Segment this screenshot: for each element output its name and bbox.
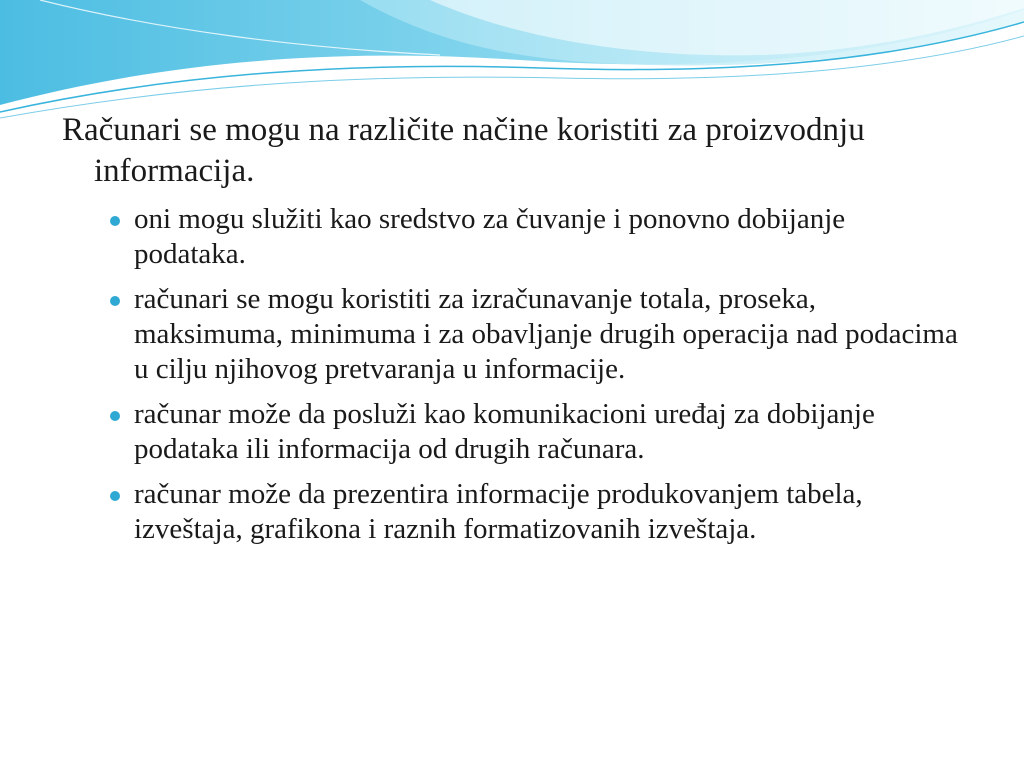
bullet-dot-icon (110, 491, 120, 501)
bullet-item (62, 282, 962, 387)
bullet-text: oni mogu služiti kao sredstvo za čuvanje i ponovno dobijanje podataka. (134, 203, 846, 270)
slide-content (62, 110, 962, 557)
bullet-text: računar može da prezentira informacije produkovanjem tabela, izveštaja, grafikona i raznih formatizovanih izveštaja. (134, 478, 863, 545)
bullet-text: računar može da posluži kao komunikacioni uređaj za dobijanje podataka ili informacija od drugih računara. (134, 398, 875, 465)
bullet-item (62, 397, 962, 467)
bullet-dot-icon (110, 216, 120, 226)
bullet-dot-icon (110, 296, 120, 306)
bullet-text: računari se mogu koristiti za izračunavanje totala, proseka, maksimuma, minimuma i za obavljanje drugih operacija nad podacima u cilju njihovog pretvaranja u informacije. (134, 283, 958, 385)
bullet-item (62, 202, 962, 272)
bullet-item (62, 477, 962, 547)
lead-paragraph: Računari se mogu na različite načine koristiti za proizvodnju informacija. (62, 112, 865, 189)
bullet-list (62, 202, 962, 547)
bullet-dot-icon (110, 411, 120, 421)
